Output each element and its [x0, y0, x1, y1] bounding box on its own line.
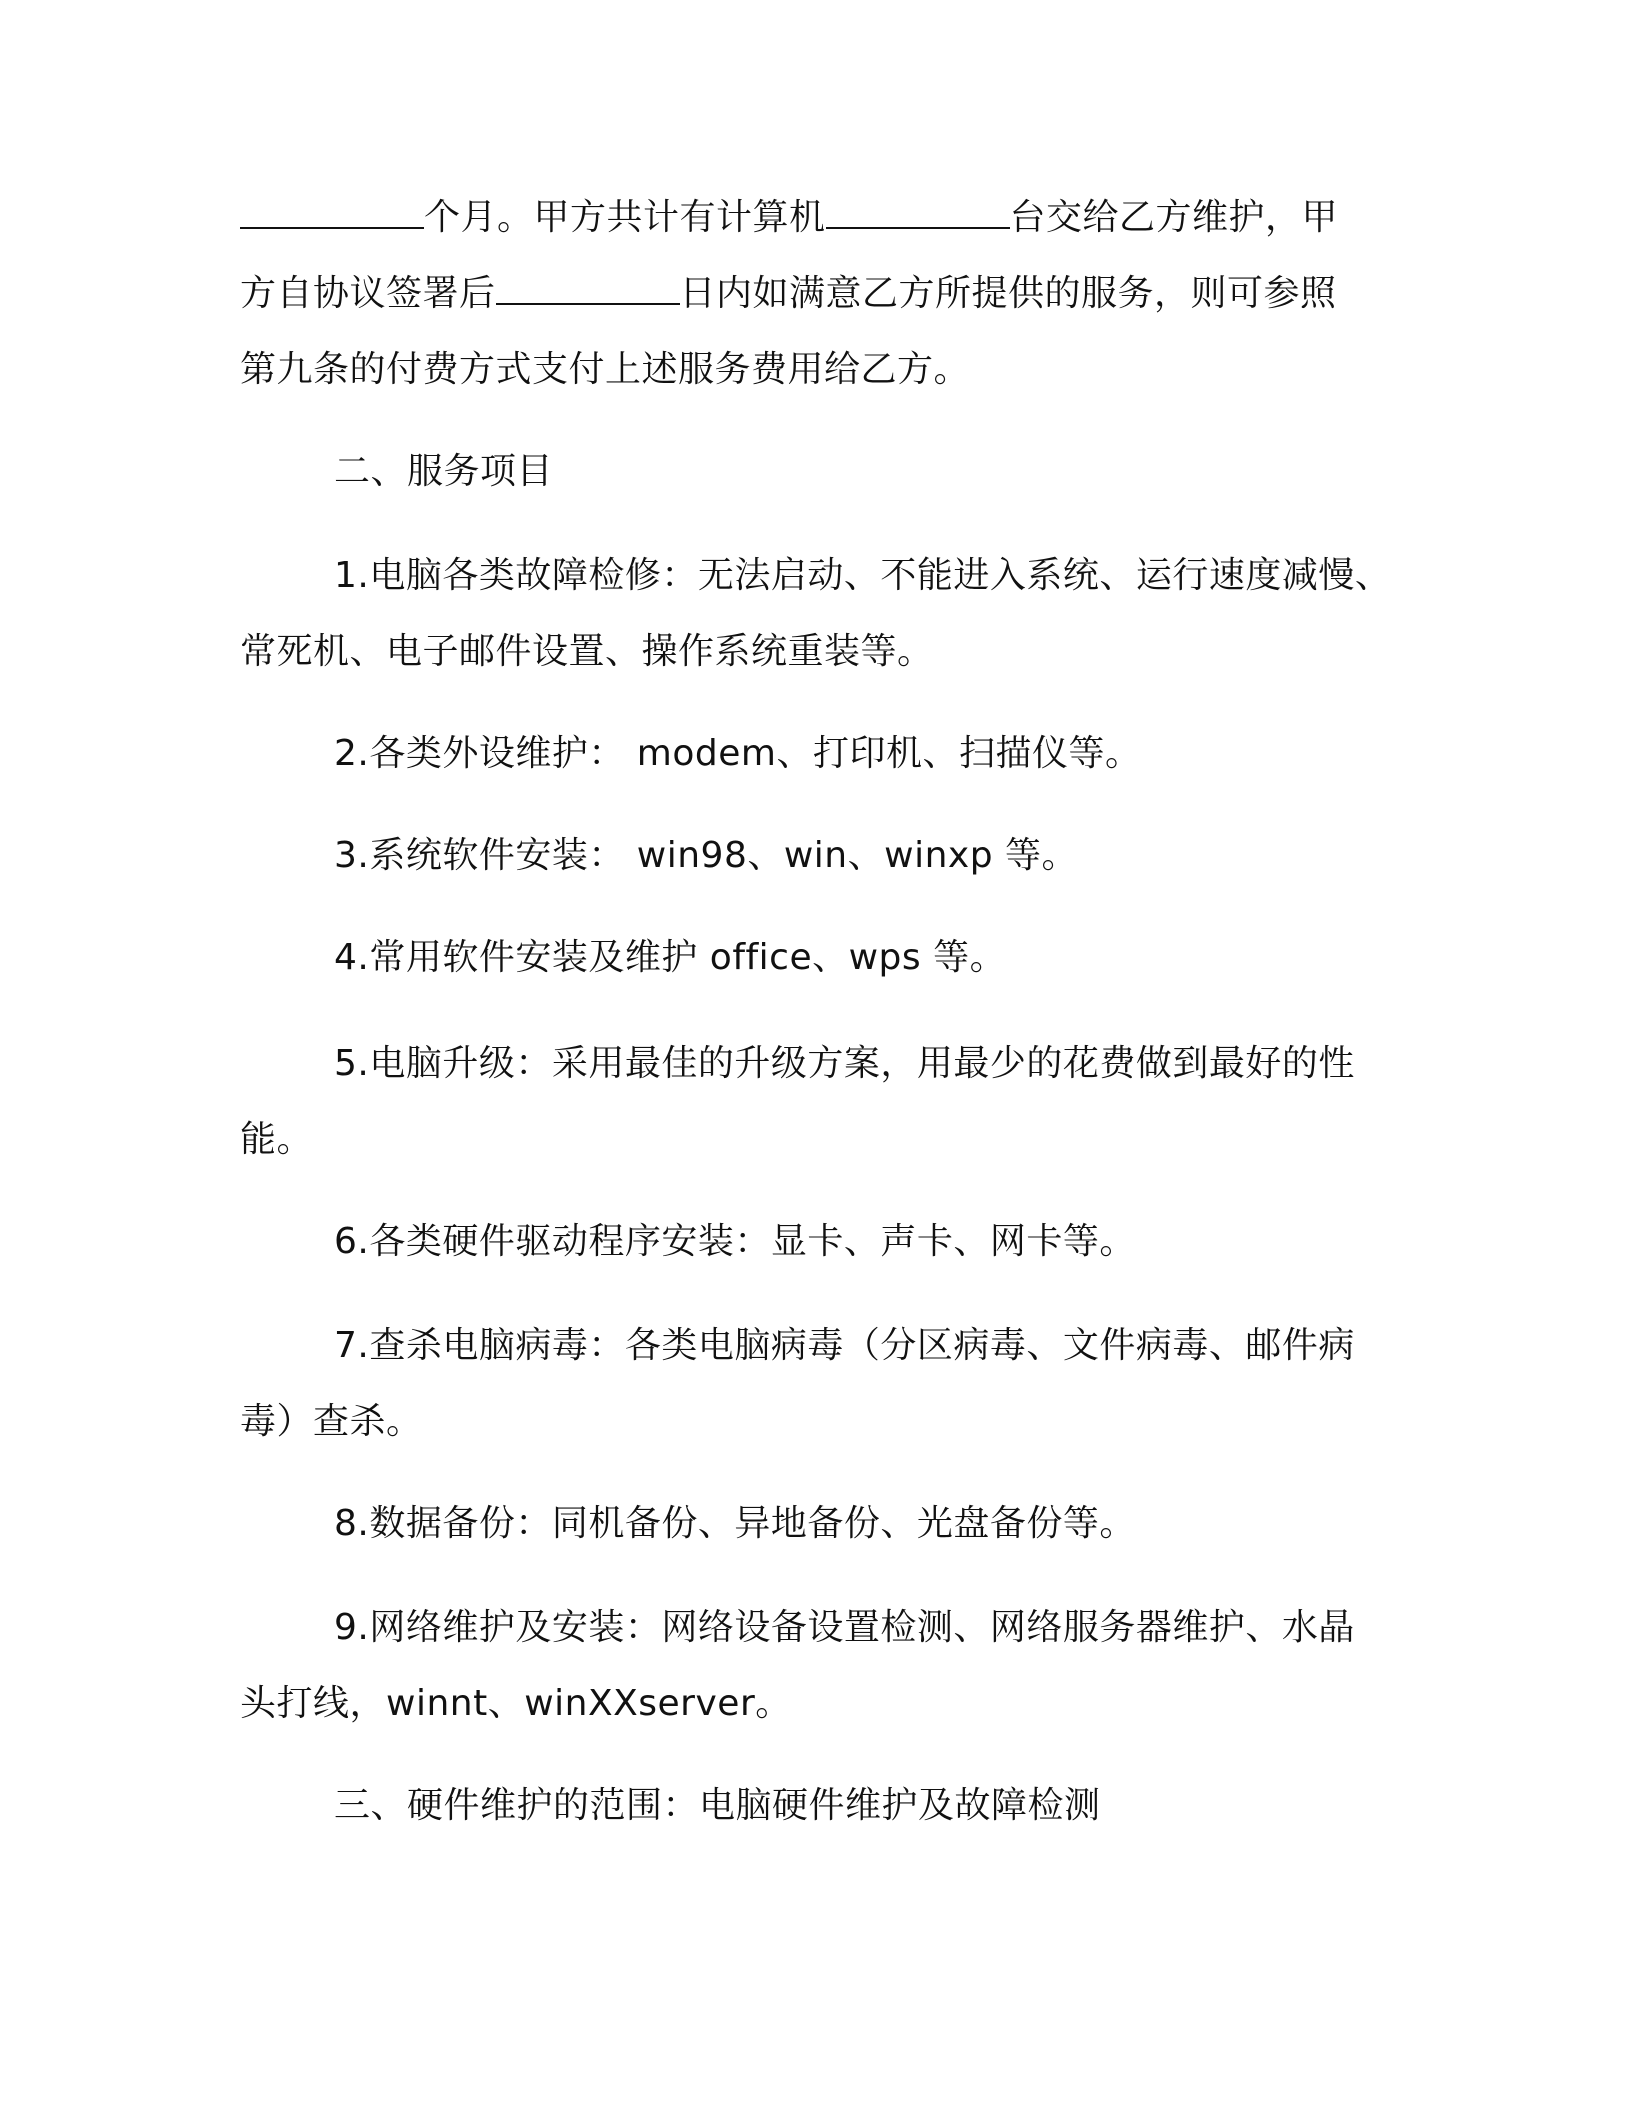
intro-line-2 — [240, 270, 1337, 318]
section-heading-hardware: 三、硬件维护的范围：电脑硬件维护及故障检测 — [334, 1785, 1101, 1826]
fill-in-blank-days — [496, 273, 680, 305]
section-heading-services: 二、服务项目 — [334, 451, 554, 492]
intro-line-3: 第九条的付费方式支付上述服务费用给乙方。 — [240, 349, 971, 390]
service-item-2: 2.各类外设维护： modem、打印机、扫描仪等。 — [334, 733, 1142, 774]
service-item-1-line-1: 1.电脑各类故障检修：无法启动、不能进入系统、运行速度减慢、 — [334, 555, 1392, 596]
service-item-7-line-2: 毒）查杀。 — [240, 1401, 423, 1442]
fill-in-blank-computers — [826, 197, 1010, 229]
service-item-9-line-1: 9.网络维护及安装：网络设备设置检测、网络服务器维护、水晶 — [334, 1607, 1355, 1648]
service-item-5-line-2: 能。 — [240, 1119, 314, 1160]
intro-text-1b: 台交给乙方维护，甲 — [1009, 197, 1339, 238]
service-item-9-line-2: 头打线，winnt、winXXserver。 — [240, 1683, 792, 1724]
intro-text-2a: 方自协议签署后 — [240, 273, 496, 314]
service-item-8: 8.数据备份：同机备份、异地备份、光盘备份等。 — [334, 1503, 1136, 1544]
service-item-5-line-1: 5.电脑升级：采用最佳的升级方案，用最少的花费做到最好的性 — [334, 1043, 1355, 1084]
intro-text-2b: 日内如满意乙方所提供的服务，则可参照 — [679, 273, 1337, 314]
service-item-4: 4.常用软件安装及维护 office、wps 等。 — [334, 937, 1007, 978]
service-item-6: 6.各类硬件驱动程序安装：显卡、声卡、网卡等。 — [334, 1221, 1136, 1262]
service-item-1-line-2: 常死机、电子邮件设置、操作系统重装等。 — [240, 631, 934, 672]
intro-line-1 — [240, 194, 1338, 242]
service-item-3: 3.系统软件安装： win98、win、winxp 等。 — [334, 835, 1078, 876]
service-item-7-line-1: 7.查杀电脑病毒：各类电脑病毒（分区病毒、文件病毒、邮件病 — [334, 1325, 1355, 1366]
intro-text-1a: 个月。甲方共计有计算机 — [424, 197, 826, 238]
fill-in-blank-months — [240, 197, 424, 229]
